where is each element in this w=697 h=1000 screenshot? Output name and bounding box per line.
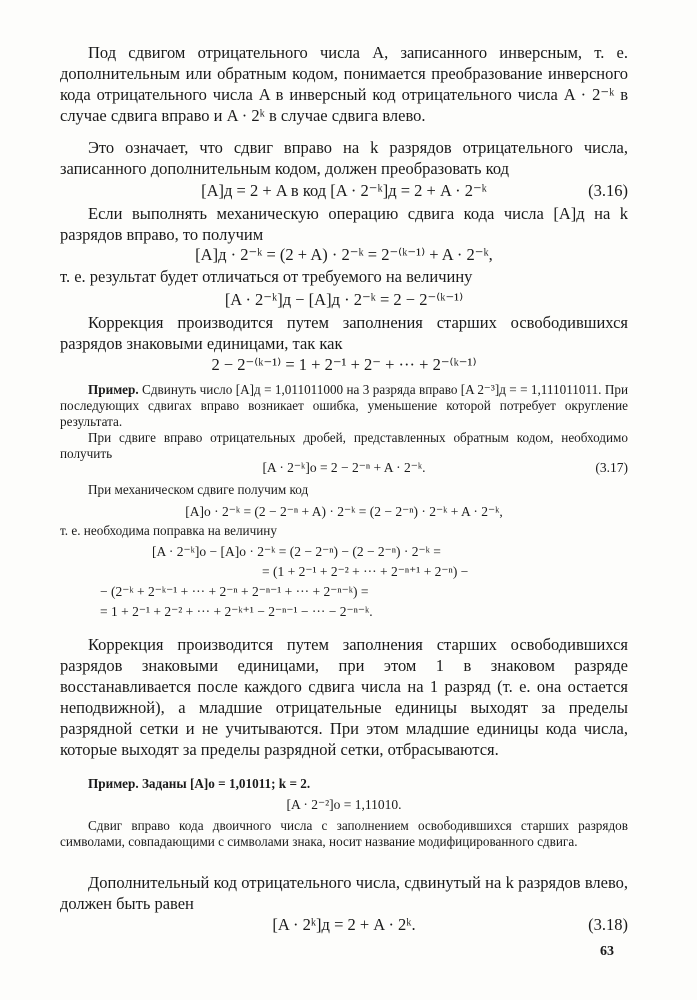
equation-difference <box>60 289 628 310</box>
example-1 <box>60 382 628 430</box>
equation-3-18-formula: [A · 2ᵏ]д = 2 + A · 2ᵏ. <box>272 915 416 934</box>
equation-correction-sum-formula: 2 − 2⁻⁽ᵏ⁻¹⁾ = 1 + 2⁻¹ + 2⁻ + ··· + 2⁻⁽ᵏ⁻¹⁾ <box>211 355 477 374</box>
equation-correction-line-4: = 1 + 2⁻¹ + 2⁻² + ··· + 2⁻ᵏ⁺¹ − 2⁻ⁿ⁻¹ − ··· − 2⁻ⁿ⁻ᵏ. <box>100 604 373 619</box>
paragraph-left-shift: Дополнительный код отрицательного числа, сдвинутый на k разрядов влево, должен быть равен <box>60 873 628 913</box>
equation-3-17-number: (3.17) <box>595 460 628 475</box>
equation-correction-multiline <box>60 543 628 620</box>
equation-mechanical-shift-formula: [A]о · 2⁻ᵏ = (2 − 2⁻ⁿ + A) · 2⁻ᵏ = (2 − 2⁻ⁿ) · 2⁻ᵏ + A · 2⁻ᵏ, <box>185 504 503 519</box>
page-number: 63 <box>600 944 614 959</box>
example-2-label: Пример. <box>88 776 139 791</box>
equation-correction-sum <box>60 354 628 375</box>
paragraph-difference-intro: т. е. результат будет отличаться от требуемого на величину <box>60 267 473 286</box>
paragraph-shift-definition: Под сдвигом отрицательного числа A, записанного инверсным, т. е. дополнительным или обратным кодом, понимается преобразование инверсного кода отрицательного числа A в инверсный код отрицательного числа A · 2⁻ᵏ в случае сдвига вправо и A · 2ᵏ в случае сдвига влево. <box>60 43 628 125</box>
equation-shift-result-formula: [A]д · 2⁻ᵏ = (2 + A) · 2⁻ᵏ = 2⁻⁽ᵏ⁻¹⁾ + A · 2⁻ᵏ, <box>195 245 493 264</box>
equation-correction-line-2: = (1 + 2⁻¹ + 2⁻² + ··· + 2⁻ⁿ⁺¹ + 2⁻ⁿ) − <box>262 564 469 579</box>
equation-mechanical-shift <box>60 503 628 520</box>
example-1-label: Пример. <box>88 382 139 397</box>
equation-3-17 <box>60 459 628 476</box>
paragraph-mechanical-shift: Если выполнять механическую операцию сдвига кода числа [A]д на k разрядов вправо, то получим <box>60 204 628 244</box>
equation-example-2-formula: [A · 2⁻²]о = 1,11010. <box>286 797 402 812</box>
paragraph-correction-needed: т. е. необходима поправка на величину <box>60 523 277 538</box>
paragraph-reverse-code-shift: При сдвиге вправо отрицательных дробей, представленных обратным кодом, необходимо получить <box>60 430 628 461</box>
equation-3-16 <box>60 180 628 201</box>
paragraph-correction-1: Коррекция производится путем заполнения старших освободившихся разрядов знаковыми единицами, так как <box>60 313 628 353</box>
example-1-body: Сдвинуть число [A]д = 1,011011000 на 3 разряда вправо [A 2⁻³]д = = 1,111011011. При последующих сдвигах вправо возникает ошибка, уменьшение которой потребует округление результата. <box>60 382 629 429</box>
paragraph-mechanical-code: При механическом сдвиге получим код <box>88 482 309 497</box>
equation-3-18 <box>60 914 628 935</box>
example-2 <box>60 776 628 792</box>
paragraph-right-shift-meaning: Это означает, что сдвиг вправо на k разрядов отрицательного числа, записанного дополнительным кодом, должен преобразовать код <box>60 138 628 178</box>
equation-3-16-formula: [A]д = 2 + A в код [A · 2⁻ᵏ]д = 2 + A · 2⁻ᵏ <box>201 181 487 200</box>
equation-difference-formula: [A · 2⁻ᵏ]д − [A]д · 2⁻ᵏ = 2 − 2⁻⁽ᵏ⁻¹⁾ <box>224 290 464 309</box>
example-2-body: Заданы [A]о = 1,01011; k = 2. <box>141 776 311 791</box>
equation-3-18-number: (3.18) <box>588 915 628 934</box>
equation-example-2 <box>60 796 628 813</box>
paragraph-modified-shift: Сдвиг вправо кода двоичного числа с заполнением освободившихся старших разрядов символами, совпадающими с символами знака, носит название модифицированного сдвига. <box>60 818 628 849</box>
equation-correction-line-3: − (2⁻ᵏ + 2⁻ᵏ⁻¹ + ··· + 2⁻ⁿ + 2⁻ⁿ⁻¹ + ··· + 2⁻ⁿ⁻ᵏ) = <box>100 584 369 599</box>
equation-correction-line-1: [A · 2⁻ᵏ]о − [A]о · 2⁻ᵏ = (2 − 2⁻ⁿ) − (2 − 2⁻ⁿ) · 2⁻ᵏ = <box>152 544 441 559</box>
equation-3-16-number: (3.16) <box>588 181 628 200</box>
paragraph-correction-2: Коррекция производится путем заполнения старших освободившихся разрядов знаковыми единицами, при этом 1 в знаковом разряде восстанавливается после каждого сдвига числа на 1 разряд (т. е. она остается неподвижной), а младшие отрицательные единицы выходят за пределы разрядной сетки и не учитываются. При этом младшие единицы кода числа, которые выходят за пределы разрядной сетки, отбрасываются. <box>60 635 628 759</box>
equation-shift-result <box>60 244 628 265</box>
equation-3-17-formula: [A · 2⁻ᵏ]о = 2 − 2⁻ⁿ + A · 2⁻ᵏ. <box>262 460 426 475</box>
